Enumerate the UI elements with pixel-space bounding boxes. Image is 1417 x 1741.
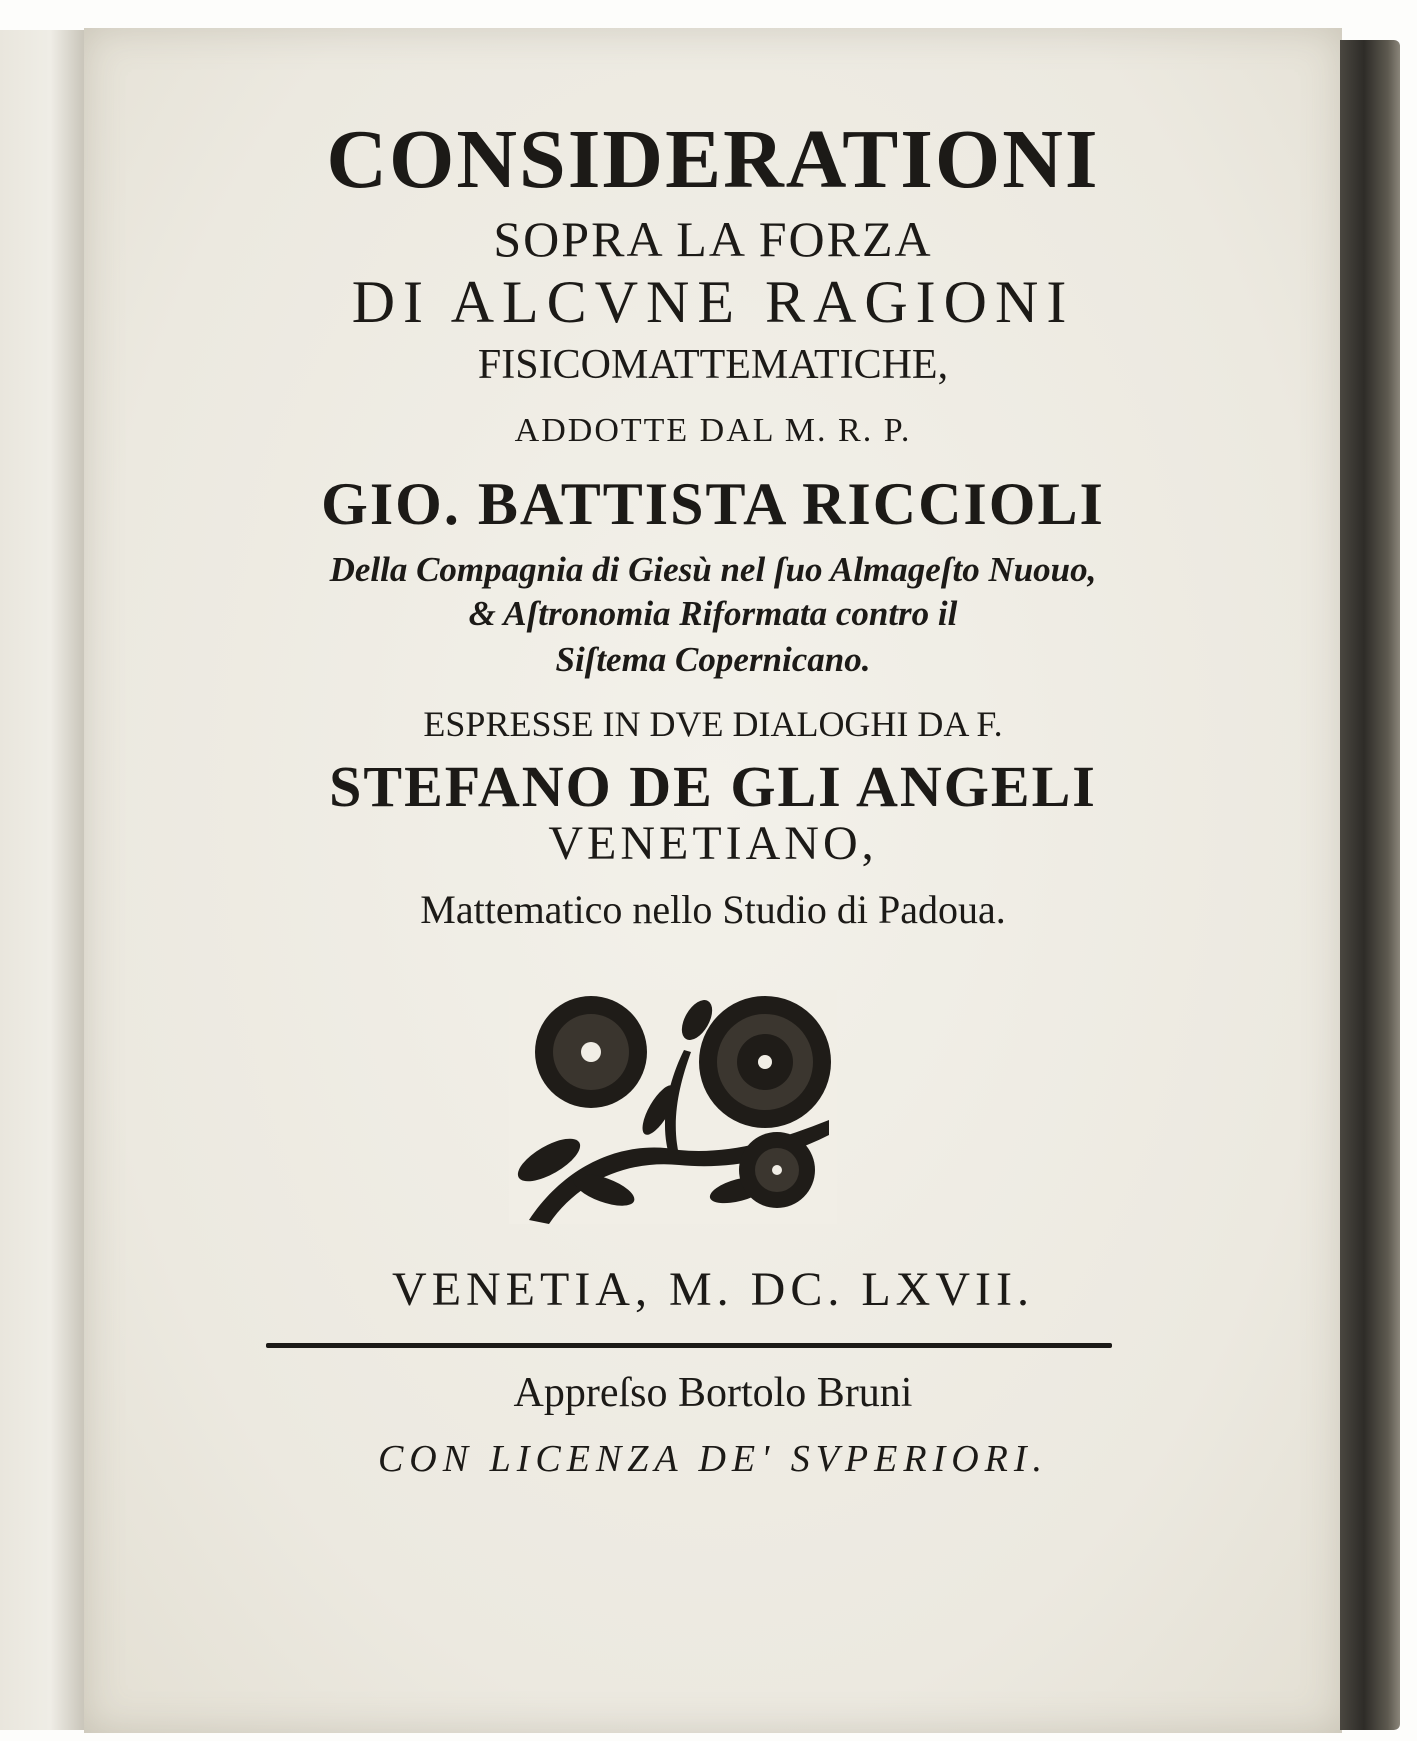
second-author-title: Mattematico nello Studio di Padoua. [420, 887, 1006, 932]
floral-woodcut-ornament [509, 990, 837, 1224]
facing-page-edge [0, 30, 86, 1730]
author-name: GIO. BATTISTA RICCIOLI [321, 471, 1105, 537]
second-author-origin: VENETIANO, [548, 817, 878, 870]
imprint-place-date: VENETIA, M. DC. LXVII. [392, 1263, 1034, 1316]
author-description-2: & Aſtronomia Riformata contro il [468, 594, 958, 633]
author-description-1: Della Compagnia di Giesù nel ſuo Almageſto Nuouo, [329, 550, 1097, 589]
title-line-4: FISICOMATTEMATICHE, [477, 342, 949, 388]
license-line: CON LICENZA DE' SVPERIORI. [377, 1438, 1049, 1480]
printer-name: Appreſso Bortolo Bruni [513, 1370, 913, 1416]
flower-left-icon [535, 996, 647, 1108]
title-main: CONSIDERATIONI [326, 113, 1100, 206]
title-line-3: DI ALCVNE RAGIONI [351, 269, 1075, 335]
title-line-2: SOPRA LA FORZA [493, 211, 933, 267]
author-description-3: Siſtema Copernicano. [555, 640, 871, 679]
subtitle-line: ESPRESSE IN DVE DIALOGHI DA F. [423, 704, 1003, 744]
second-author: STEFANO DE GLI ANGELI [329, 754, 1097, 819]
horizontal-rule [266, 1343, 1112, 1348]
title-line-5: ADDOTTE DAL M. R. P. [514, 412, 912, 449]
book-fore-edge [1340, 40, 1400, 1730]
flower-small-icon [739, 1132, 815, 1208]
flower-right-icon [699, 996, 831, 1128]
